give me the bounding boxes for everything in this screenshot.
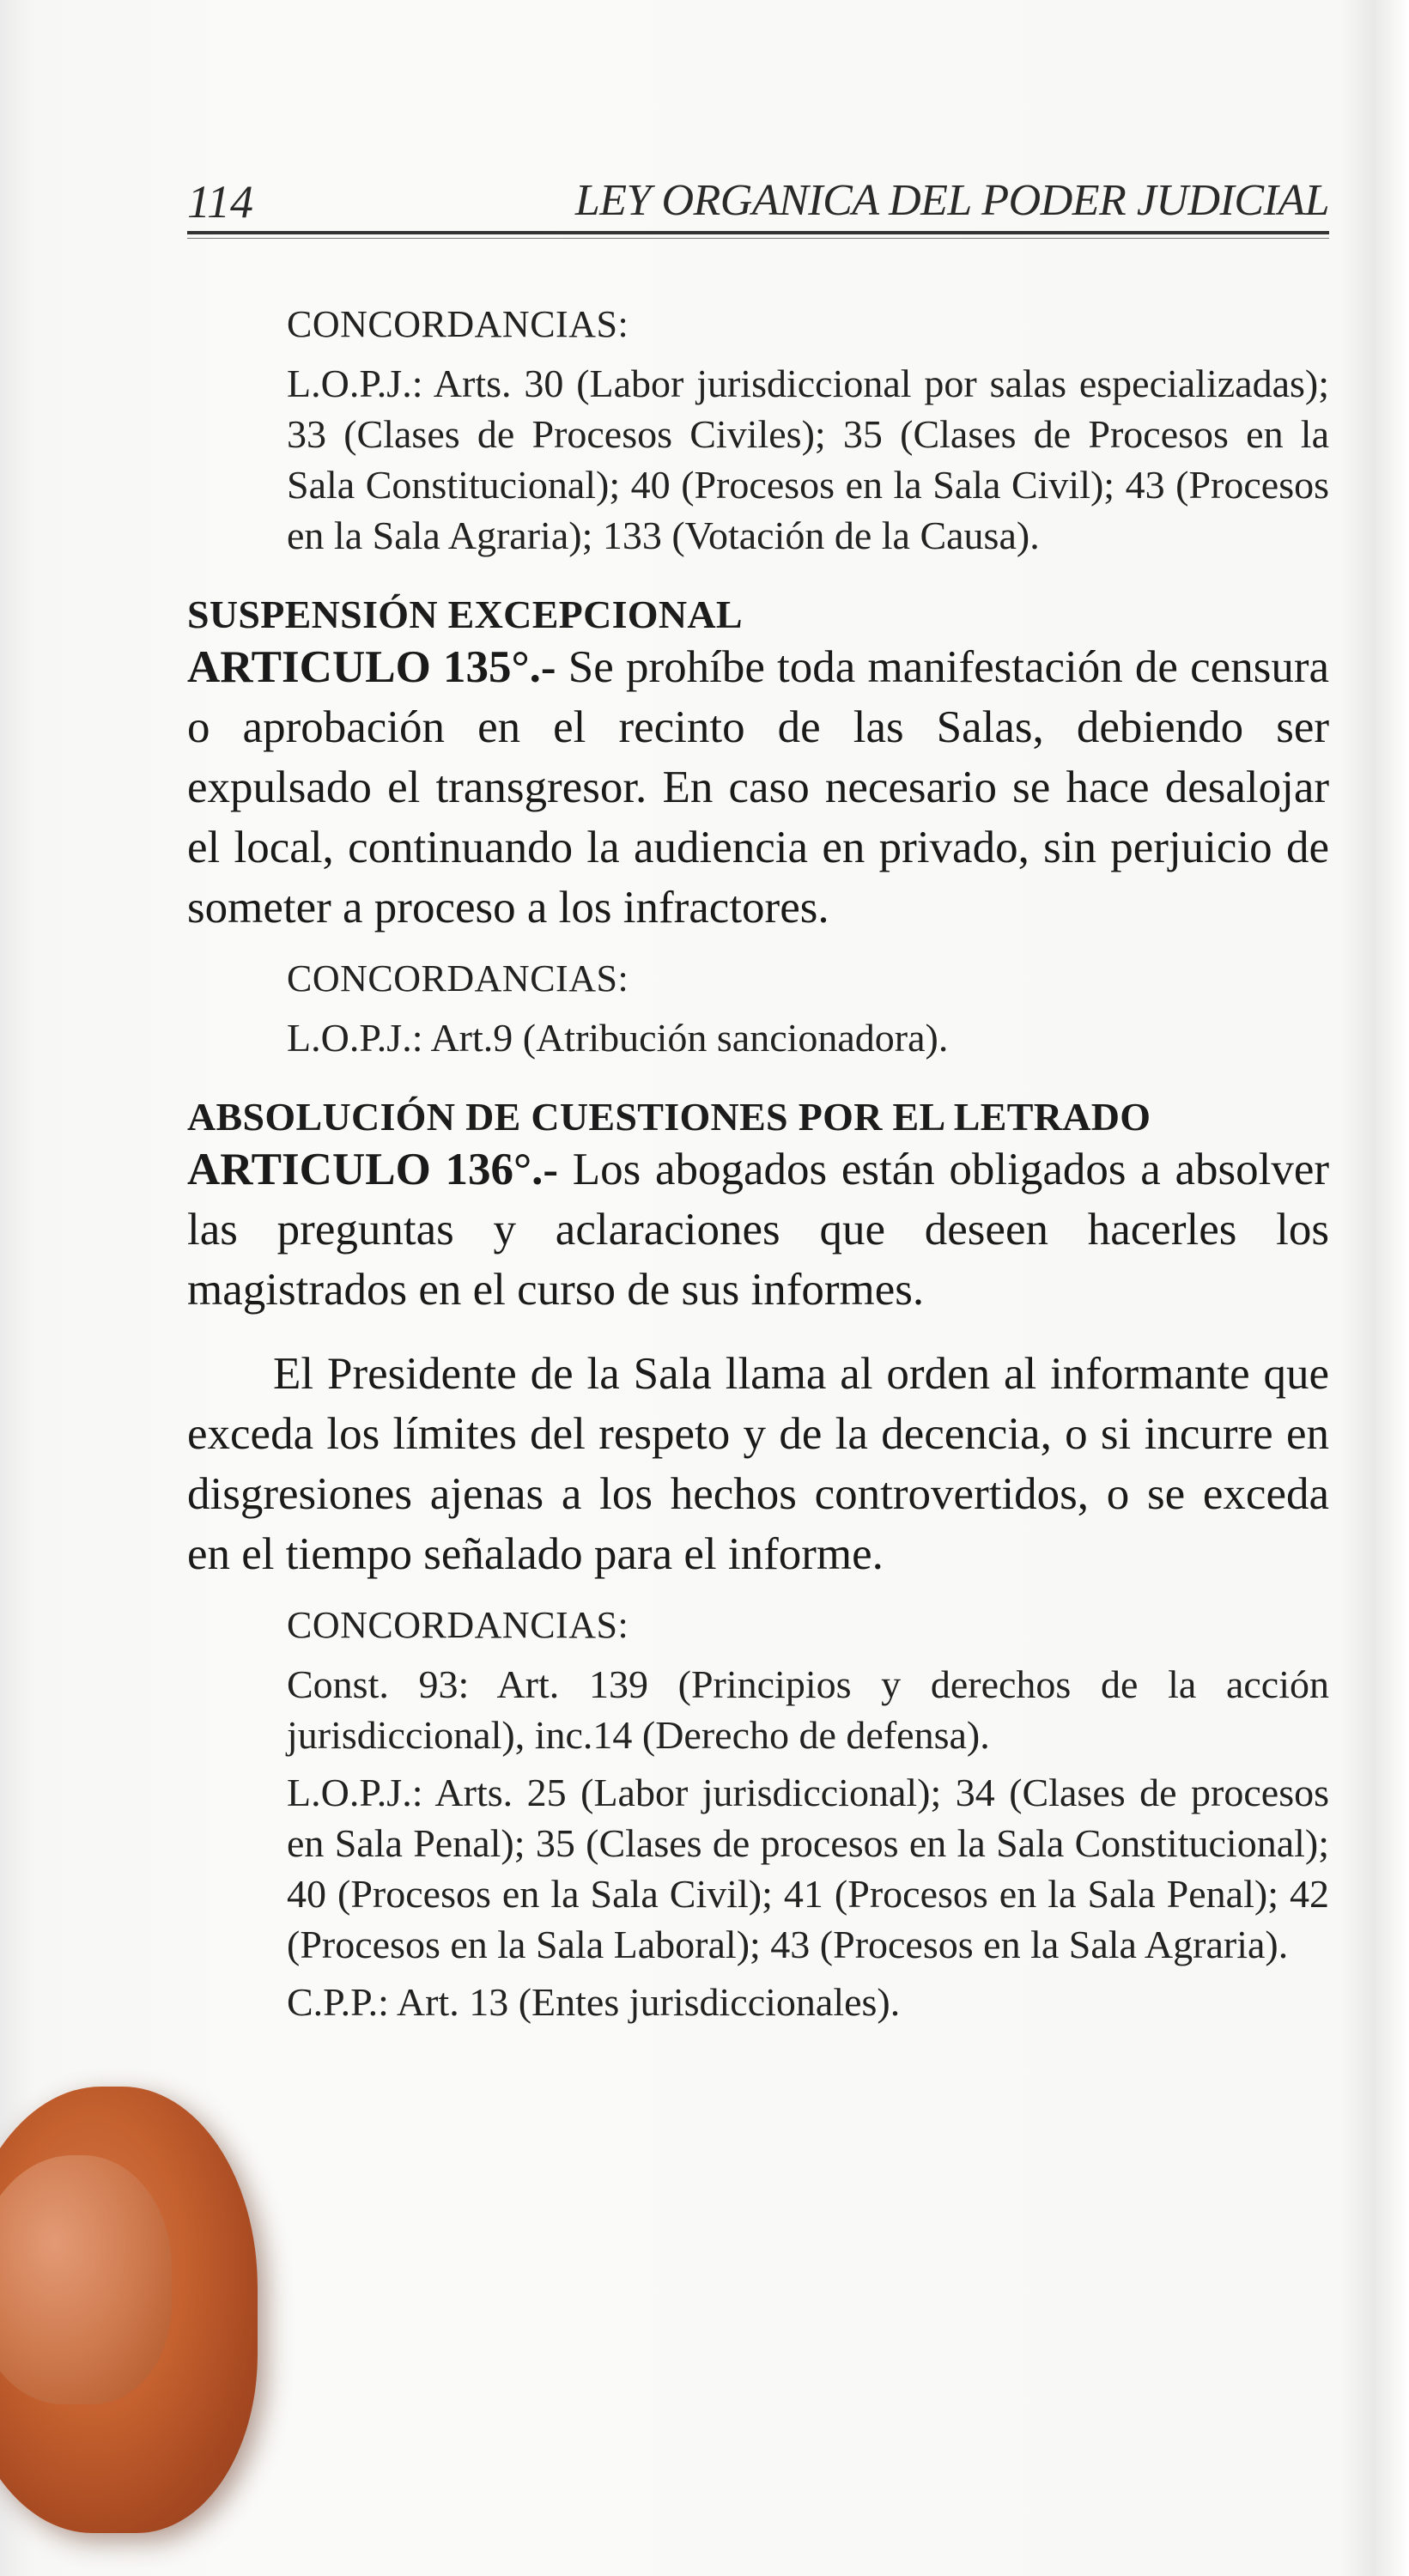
thumbnail-image [0, 2155, 172, 2404]
article-number: ARTICULO 136°.- [187, 1145, 559, 1194]
article-number: ARTICULO 135°.- [187, 642, 556, 692]
thumb-image [0, 2087, 258, 2533]
concordancia-item: Const. 93: Art. 139 (Principios y derechos de la acción jurisdiccional), inc.14 (Derecho de defensa). [287, 1662, 1329, 1757]
book-title: LEY ORGANICA DEL PODER JUDICIAL [574, 176, 1329, 225]
running-header [187, 170, 1329, 239]
section-title: SUSPENSIÓN EXCEPCIONAL [187, 592, 743, 636]
header-rule-thin [187, 238, 1329, 239]
concordancia-item: L.O.P.J.: Arts. 25 (Labor jurisdiccional); 34 (Clases de procesos en Sala Penal); 35 (Clases de procesos en la Sala Constitucional); 40 (Procesos en la Sala Civil); 41 (Procesos en la Sala Penal); 42 (Procesos en la Sala Laboral); 43 (Procesos en la Sala Agraria). [287, 1771, 1329, 1966]
concordancias-heading: CONCORDANCIAS: [287, 303, 629, 345]
header-rule [187, 231, 1329, 234]
article-136 [187, 1139, 1329, 1320]
concordancia-item: L.O.P.J.: Art.9 (Atribución sancionadora). [287, 1016, 949, 1060]
concordancia-item: C.P.P.: Art. 13 (Entes jurisdiccionales). [287, 1980, 901, 2024]
concordancias-heading: CONCORDANCIAS: [287, 1604, 629, 1646]
article-paragraph: El Presidente de la Sala llama al orden al informante que exceda los límites del respeto y de la decencia, o si incurre en disgresiones ajenas a los hechos controvertidos, o se exceda en el tiempo señalado para el informe. [187, 1349, 1329, 1579]
concordancias-heading: CONCORDANCIAS: [287, 957, 629, 999]
article-135 [187, 637, 1329, 938]
concordancia-item: L.O.P.J.: Arts. 30 (Labor jurisdiccional por salas especializadas); 33 (Clases de Procesos Civiles); 35 (Clases de Procesos en la Sala Constitucional); 40 (Procesos en la Sala Civil); 43 (Procesos en la Sala Agraria); 133 (Votación de la Causa). [287, 361, 1329, 557]
section-title: ABSOLUCIÓN DE CUESTIONES POR EL LETRADO [187, 1095, 1151, 1139]
article-text: Se prohíbe toda manifestación de censura o aprobación en el recinto de las Salas, debiendo ser expulsado el transgresor. En caso necesario se hace desalojar el local, continuando la audiencia en privado, sin perjuicio de someter a proceso a los infractores. [187, 642, 1329, 933]
page-content [187, 283, 1329, 2034]
article-text: Los abogados están obligados a absolver las preguntas y aclaraciones que deseen hacerles los magistrados en el curso de sus informes. [187, 1145, 1329, 1315]
page-number: 114 [187, 176, 253, 228]
